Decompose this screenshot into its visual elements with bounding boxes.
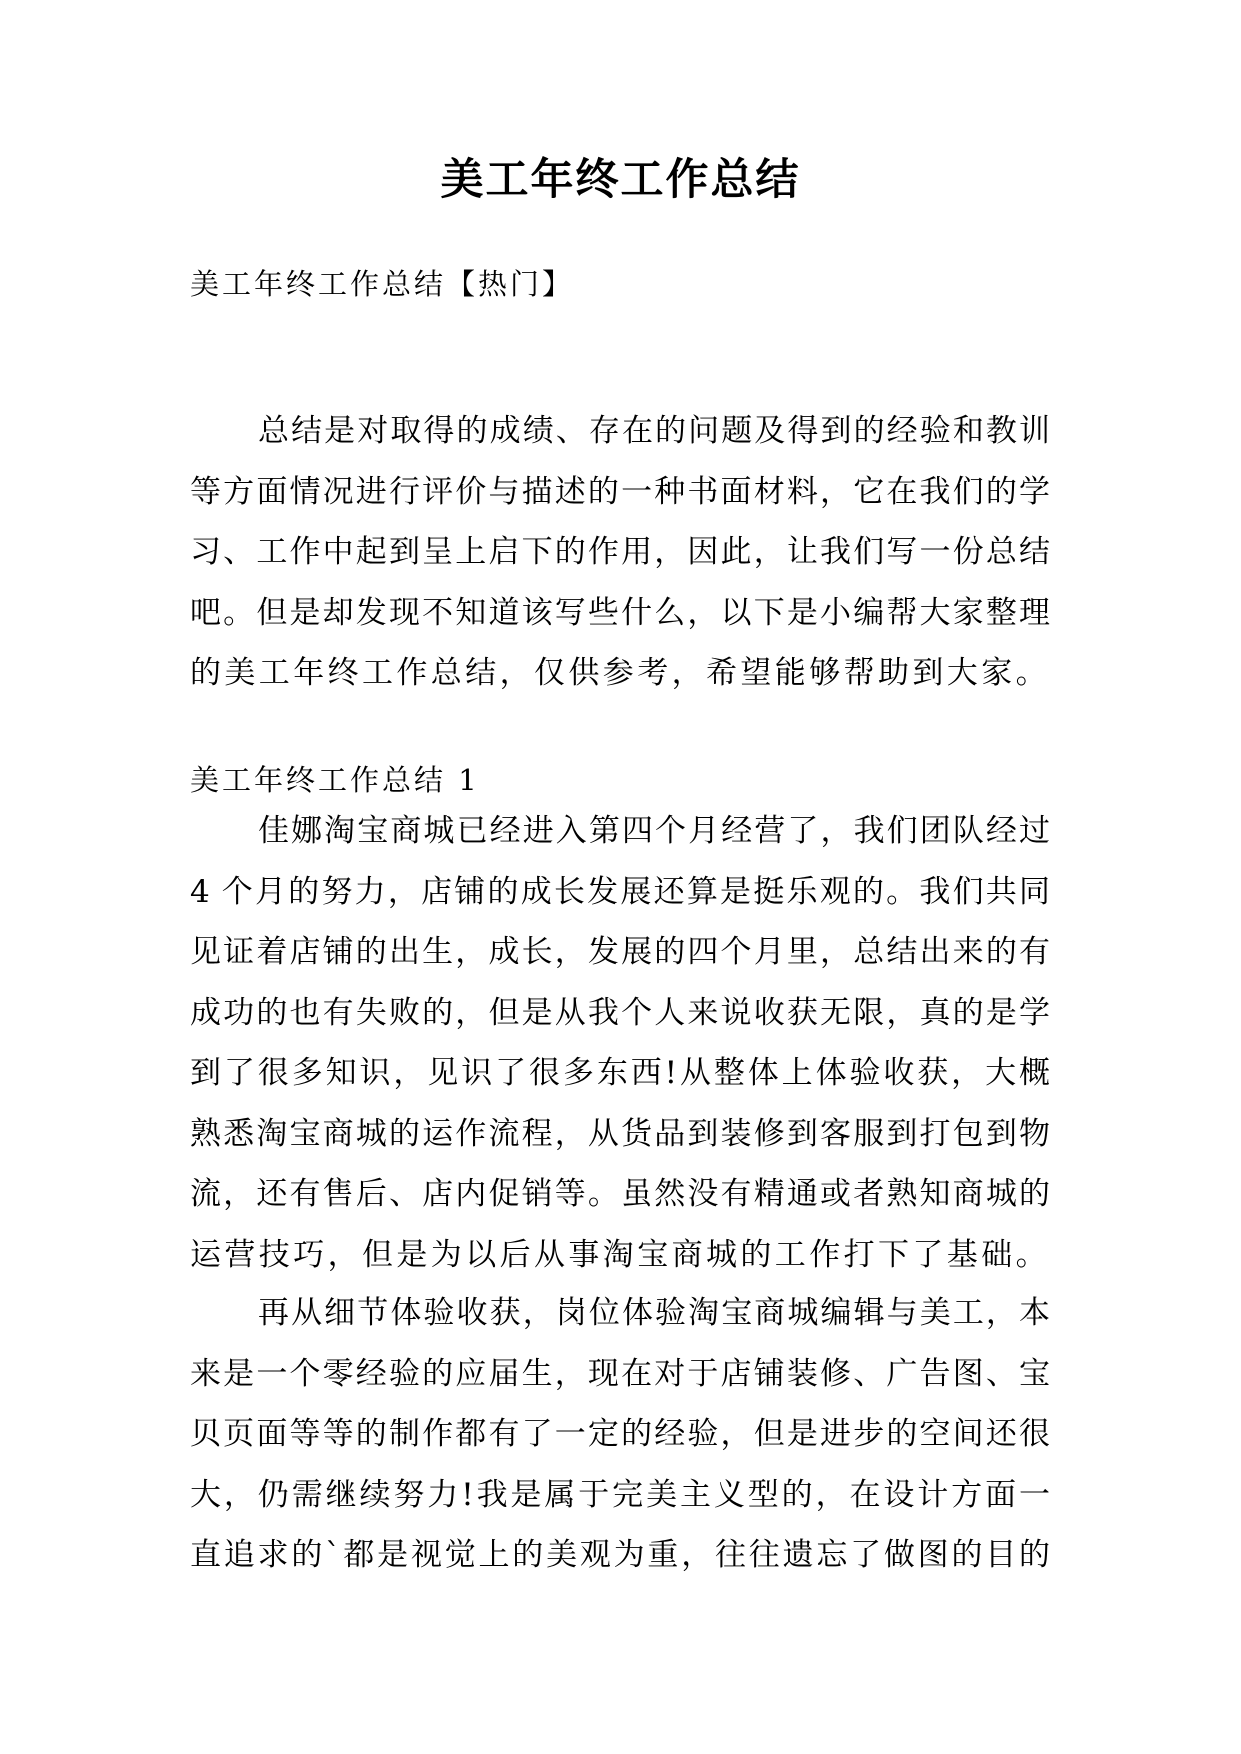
body-paragraph-2 — [190, 1283, 1050, 1586]
paragraph-line: 再从细节体验收获，岗位体验淘宝商城编辑与美工，本 — [258, 1295, 1050, 1331]
paragraph-line: 运营技巧，但是为以后从事淘宝商城的工作打下了基础。 — [190, 1236, 1050, 1273]
paragraph-line: 直追求的`都是视觉上的美观为重，往往遗忘了做图的目的 — [190, 1537, 1050, 1573]
paragraph-line: 总结是对取得的成绩、存在的问题及得到的经验和教训 — [258, 413, 1050, 449]
paragraph-line: 4 个月的努力，店铺的成长发展还算是挺乐观的。我们共同 — [190, 873, 1050, 910]
paragraph-line: 熟悉淘宝商城的运作流程，从货品到装修到客服到打包到物 — [190, 1115, 1050, 1152]
paragraph-line: 来是一个零经验的应届生，现在对于店铺装修、广告图、宝 — [190, 1355, 1050, 1392]
paragraph-line: 到了很多知识，见识了很多东西!从整体上体验收获，大概 — [190, 1055, 1050, 1091]
body-paragraph-1 — [190, 801, 1050, 1285]
paragraph-line: 佳娜淘宝商城已经进入第四个月经营了，我们团队经过 — [258, 813, 1050, 849]
paragraph-line: 成功的也有失败的，但是从我个人来说收获无限，真的是学 — [190, 994, 1050, 1031]
section-heading: 美工年终工作总结 1 — [190, 763, 480, 797]
paragraph-line: 习、工作中起到呈上启下的作用，因此，让我们写一份总结 — [190, 534, 1050, 570]
document-title: 美工年终工作总结 — [440, 155, 801, 205]
paragraph-line: 的美工年终工作总结，仅供参考，希望能够帮助到大家。 — [190, 655, 1050, 691]
paragraph-line: 大，仍需继续努力!我是属于完美主义型的，在设计方面一 — [190, 1476, 1050, 1513]
paragraph-line: 等方面情况进行评价与描述的一种书面材料，它在我们的学 — [190, 473, 1050, 510]
intro-paragraph — [190, 401, 1050, 704]
document-subtitle: 美工年终工作总结【热门】 — [190, 267, 575, 301]
paragraph-line: 贝页面等等的制作都有了一定的经验，但是进步的空间还很 — [190, 1416, 1050, 1452]
paragraph-line: 见证着店铺的出生，成长，发展的四个月里，总结出来的有 — [190, 934, 1050, 970]
paragraph-line: 流，还有售后、店内促销等。虽然没有精通或者熟知商城的 — [190, 1176, 1050, 1212]
paragraph-line: 吧。但是却发现不知道该写些什么，以下是小编帮大家整理 — [190, 594, 1050, 631]
